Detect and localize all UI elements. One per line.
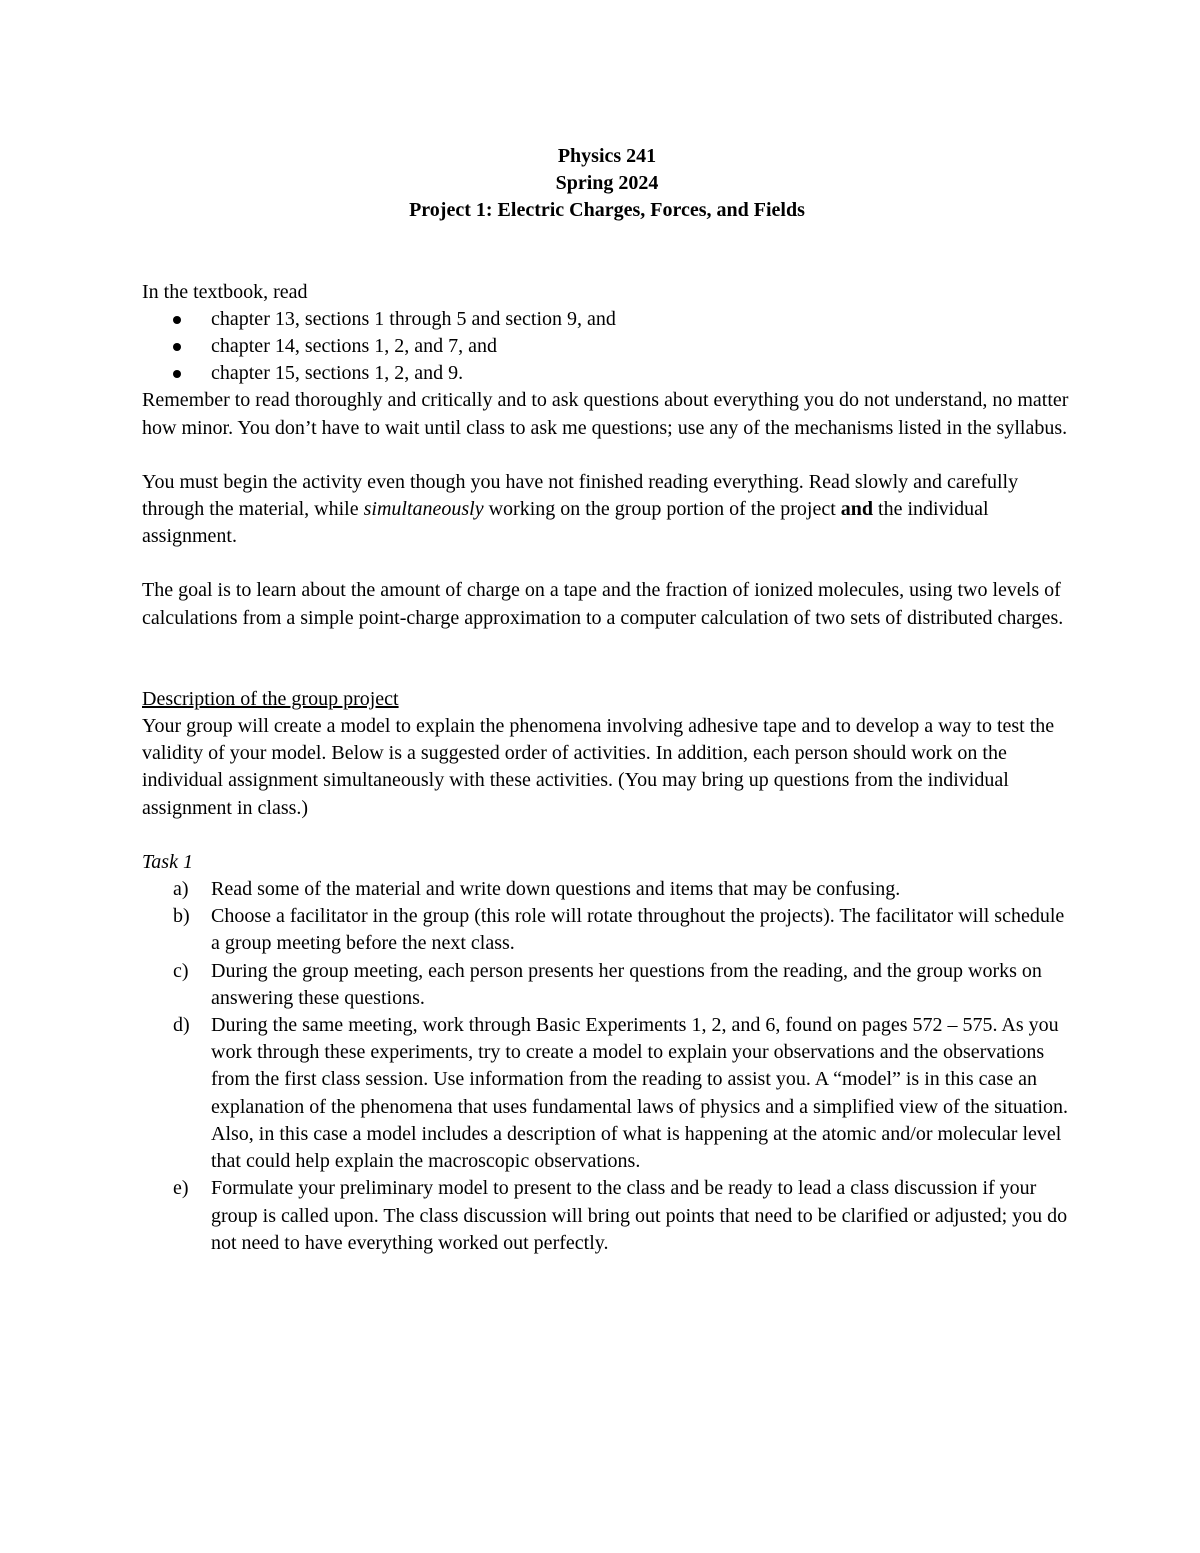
document-page xyxy=(142,143,1072,1257)
reading-list xyxy=(142,306,1072,388)
bullet-icon xyxy=(173,316,181,324)
list-item: d) During the same meeting, work through Basic Experiments 1, 2, and 6, found on pages 572 – 575. As you work through these experiments, try to create a model to explain your observations and the observations from the first class session. Use information from the reading to assist you. A “model” is in this case an explanation of the phenomena that uses fundamental laws of physics and a simplified view of the situation. Also, in this case a model includes a description of what is happening at the atomic and/or molecular level that could help explain the macroscopic observations. xyxy=(173,1014,1069,1173)
task1-heading: Task 1 xyxy=(142,850,193,873)
list-item: c) During the group meeting, each person presents her questions from the reading, and the group works on answering these questions. xyxy=(173,959,1042,1009)
reading-reminder: Remember to read thoroughly and critically and to ask questions about everything you do not understand, no matter how minor. You don’t have to wait until class to ask me questions; use any of the mechanisms listed in the syllabus. xyxy=(142,389,1069,439)
course-title: Physics 241 xyxy=(557,145,657,167)
group-project-body: Your group will create a model to explain the phenomena involving adhesive tape and to develop a way to test the validity of your model. Below is a suggested order of activities. In addition, each person should work on the individual assignment simultaneously with these activities. (You may bring up questions from the individual assignment in class.) xyxy=(142,715,1055,819)
list-item: chapter 15, sections 1, 2, and 9. xyxy=(142,360,1072,387)
emphasis-text: simultaneously xyxy=(363,498,484,521)
bold-text: and xyxy=(840,498,874,521)
task1-list xyxy=(142,876,1072,1257)
bullet-icon xyxy=(173,370,181,378)
group-project-heading: Description of the group project xyxy=(142,687,399,710)
list-item: chapter 13, sections 1 through 5 and section 9, and xyxy=(142,306,1072,333)
reading-intro: In the textbook, read xyxy=(142,280,308,303)
list-item: chapter 14, sections 1, 2, and 7, and xyxy=(142,333,1072,360)
list-item: e) Formulate your preliminary model to present to the class and be ready to lead a class discussion if your group is called upon. The class discussion will bring out points that need to be clarified or adjusted; you do not need to have everything worked out perfectly. xyxy=(173,1177,1068,1254)
bullet-icon xyxy=(173,343,181,351)
list-item: b) Choose a facilitator in the group (this role will rotate throughout the projects). The facilitator will schedule a group meeting before the next class. xyxy=(173,905,1065,955)
term-title: Spring 2024 xyxy=(555,172,659,195)
project-title: Project 1: Electric Charges, Forces, and Fields xyxy=(409,199,805,222)
list-item: a) Read some of the material and write down questions and items that may be confusing. xyxy=(173,878,901,901)
goal-paragraph: The goal is to learn about the amount of charge on a tape and the fraction of ionized molecules, using two levels of calculations from a simple point-charge approximation to a computer calculation of two sets of distributed charges. xyxy=(142,579,1064,629)
activity-paragraph: You must begin the activity even though you have not finished reading everything. Read slowly and carefully through the material, while simultaneously working on the group portion of the project and the individual assignment. xyxy=(142,470,1019,548)
document-header xyxy=(142,143,1072,225)
